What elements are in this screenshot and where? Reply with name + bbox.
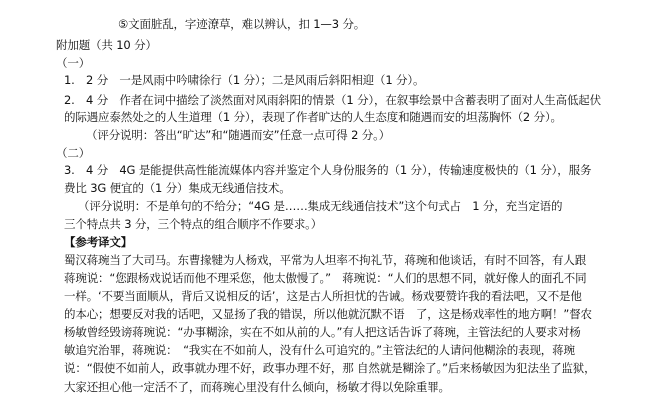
translation-line-5: 杨敏曾经毁谤蒋琬说：“办事糊涂，实在不如从前的人。”有人把这话告诉了蒋琬，主管法纪的人要求对杨 [64, 325, 581, 339]
translation-line-2: 蒋琬说：“您跟杨戏说话而他不理采您，他太傲慢了。” 蒋琬说：“人们的思想不同，就好像人的面孔不同 [64, 271, 587, 285]
scoring-rule-5: ⑤文面脏乱，字迹潦草，难以辨认，扣 1—3 分。 [118, 17, 366, 31]
section-two-heading: （二） [56, 146, 91, 160]
translation-line-4: 的本心；想要反对我的话吧，又显扬了我的错误，所以他就沉默不语 了，这是杨戏率性的地方啊！”督农 [64, 307, 592, 321]
translation-line-3: 一样。‘不要当面顺从，背后又说相反的话’，这是古人所担忧的告诫。杨戏要赞许我的看法吧，又不是他 [64, 289, 582, 303]
scoring-note-2: （评分说明：答出“旷达”和“随遇而安”任意一点可得 2 分。） [86, 128, 391, 142]
answer-3-line1: 3. 4 分 4G 是能提供高性能流媒体内容并鉴定个人身份服务的（1 分），传输速度极快的（1 分），服务 [64, 163, 592, 177]
scoring-note-3-line1: （评分说明：不是单句的不给分；“4G 是……集成无线通信技术”这个句式占 1 分，充当定语的 [78, 199, 563, 213]
answer-2-line2: 的际遇应泰然处之的人生道理（1 分），表现了作者旷达的人生态度和随遇而安的坦荡胸怀（2 分）。 [64, 110, 562, 124]
translation-heading: 【参考译文】 [64, 235, 133, 249]
translation-line-1: 蜀汉蒋琬当了大司马。东曹掾犍为人杨戏，平常为人坦率不拘礼节，蒋琬和他谈话，有时不回答，有人跟 [64, 253, 587, 267]
answer-2-line1: 2. 4 分 作者在词中描绘了淡然面对风雨斜阳的情景（1 分），在叙事绘景中含蓄表明了面对人生高低起伏 [64, 93, 602, 107]
bonus-heading: 附加题（共 10 分） [56, 38, 157, 52]
section-one-heading: （一） [56, 56, 91, 70]
scoring-note-3-line2: 三个特点共 3 分，三个特点的组合顺序不作要求。） [64, 217, 323, 231]
translation-line-7: 说：“假使不如前人，政事就办理不好，政事办理不好，那 自然就是糊涂了。”后来杨敏因为犯法坐了监狱， [64, 361, 596, 375]
translation-line-8: 大家还担心他一定活不了，而蒋琬心里没有什么倾向，杨敏才得以免除重罪。 [64, 380, 450, 394]
answer-1: 1. 2 分 一是风雨中吟啸徐行（1 分）；二是风雨后斜阳相迎（1 分）。 [64, 73, 425, 87]
translation-line-6: 敏追究治罪，蒋琬说： “我实在不如前人，没有什么可追究的。”主管法纪的人请问他糊涂的表现，蒋琬 [64, 343, 575, 357]
answer-3-line2: 费比 3G 便宜的（1 分）集成无线通信技术。 [64, 181, 291, 195]
